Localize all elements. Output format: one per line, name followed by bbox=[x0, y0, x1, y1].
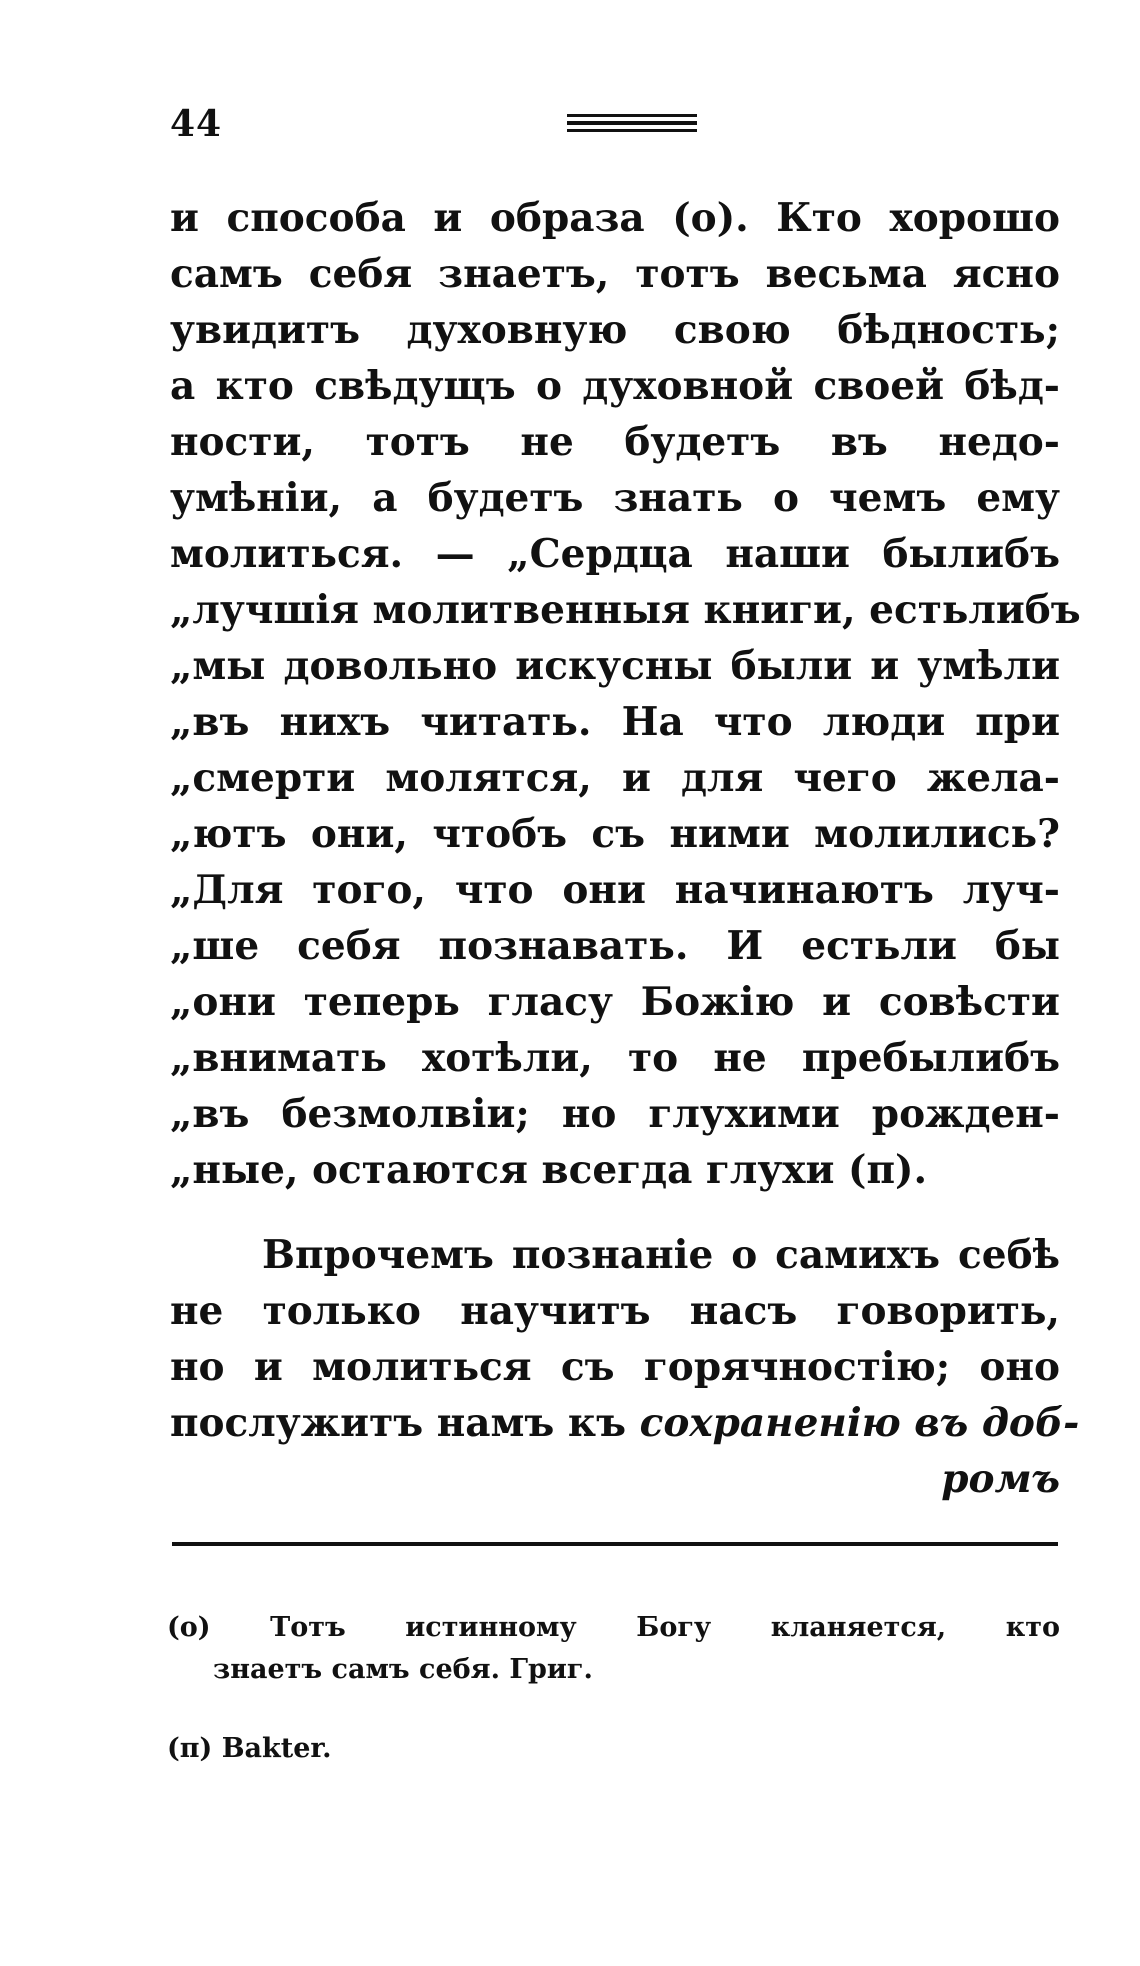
text-line: „ные, остаются всегда глухи (п). bbox=[170, 1147, 928, 1193]
paragraph-first-line: Впрочемъ познаніе о самихъ себѣ bbox=[262, 1232, 1060, 1278]
text-line: не только научитъ насъ говорить, bbox=[170, 1288, 1060, 1334]
text-line: „смерти молятся, и для чего жела- bbox=[170, 755, 1060, 801]
text-line bbox=[170, 1395, 1080, 1451]
text-line: „ше себя познавать. И естьли бы bbox=[170, 923, 1060, 969]
text-line: молиться. — „Сердца наши былибъ bbox=[170, 531, 1060, 577]
text-line: „мы довольно искусны были и умѣли bbox=[170, 643, 1060, 689]
text-line: „внимать хотѣли, то не пребылибъ bbox=[170, 1035, 1060, 1081]
text-line: „въ безмолвіи; но глухими рожден- bbox=[170, 1091, 1060, 1137]
text-line: но и молиться съ горячностію; оно bbox=[170, 1344, 1060, 1390]
text-line: а кто свѣдущъ о духовной своей бѣд- bbox=[170, 363, 1060, 409]
header-rule bbox=[567, 114, 697, 136]
text-line: самъ себя знаетъ, тотъ весьма ясно bbox=[170, 251, 1060, 297]
text-line: увидитъ духовную свою бѣдность; bbox=[170, 307, 1060, 353]
text-line: „Для того, что они начинаютъ луч- bbox=[170, 867, 1060, 913]
catchword: ромъ bbox=[941, 1456, 1060, 1502]
footnote-o-line2: знаетъ самъ себя. Григ. bbox=[213, 1654, 593, 1685]
italic-text: сохраненію въ доб- bbox=[639, 1400, 1080, 1446]
text-line: „лучшія молитвенныя книги, естьлибъ bbox=[170, 587, 1081, 633]
text-line: „они теперь гласу Божію и совѣсти bbox=[170, 979, 1060, 1025]
text-line: „въ нихъ читать. На что люди при bbox=[170, 699, 1060, 745]
footnote-p: (п) Bakter. bbox=[167, 1733, 332, 1764]
text-line: ности, тотъ не будетъ въ недо- bbox=[170, 419, 1060, 465]
text-line: умѣніи, а будетъ знать о чемъ ему bbox=[170, 475, 1060, 521]
footnote-o-line1: (о) Тотъ истинному Богу кланяется, кто bbox=[167, 1612, 1060, 1643]
footnote-rule bbox=[172, 1542, 1058, 1546]
plain-text: послужитъ намъ къ bbox=[170, 1400, 627, 1446]
text-line: и способа и образа (о). Кто хорошо bbox=[170, 195, 1060, 241]
page-number: 44 bbox=[170, 103, 223, 145]
text-line: „ютъ они, чтобъ съ ними молились? bbox=[170, 811, 1060, 857]
